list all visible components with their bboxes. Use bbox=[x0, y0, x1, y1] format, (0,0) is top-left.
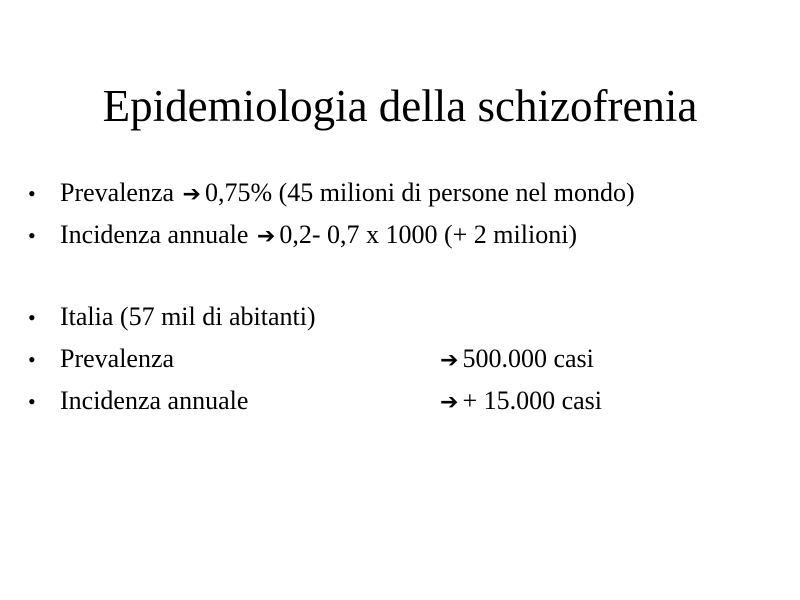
slide-title: Epidemiologia della schizofrenia bbox=[102, 81, 698, 131]
bullet-world-incidence bbox=[28, 214, 788, 256]
bullet-label: Incidenza annuale bbox=[60, 220, 249, 249]
arrow-right-icon: ➔ bbox=[256, 224, 276, 249]
bullet-dot: • bbox=[28, 389, 36, 414]
bullet-value-column bbox=[438, 338, 594, 382]
bullet-value: 500.000 casi bbox=[462, 344, 594, 373]
bullet-value: + 15.000 casi bbox=[462, 386, 603, 415]
bullet-list bbox=[28, 172, 788, 422]
bullet-dot: • bbox=[28, 223, 36, 248]
bullet-world-prevalence bbox=[28, 172, 788, 214]
bullet-dot: • bbox=[28, 347, 36, 372]
bullet-italy-incidence bbox=[28, 380, 788, 422]
bullet-italy-prevalence bbox=[28, 338, 788, 380]
bullet-label: Incidenza annuale bbox=[60, 386, 249, 415]
bullet-label: Prevalenza bbox=[60, 344, 175, 373]
arrow-right-icon: ➔ bbox=[182, 182, 201, 207]
bullet-dot: • bbox=[28, 305, 36, 330]
bullet-italy-heading bbox=[28, 296, 788, 338]
bullet-value: 0,75% (45 milioni di persone nel mondo) bbox=[204, 178, 635, 207]
bullet-dot: • bbox=[28, 181, 36, 206]
bullet-label: Prevalenza bbox=[60, 178, 175, 207]
arrow-right-icon: ➔ bbox=[440, 390, 459, 415]
bullet-label: Italia (57 mil di abitanti) bbox=[60, 302, 316, 331]
bullet-value: 0,2- 0,7 x 1000 (+ 2 milioni) bbox=[279, 220, 578, 249]
arrow-right-icon: ➔ bbox=[440, 348, 459, 373]
bullet-value-column bbox=[438, 380, 602, 424]
